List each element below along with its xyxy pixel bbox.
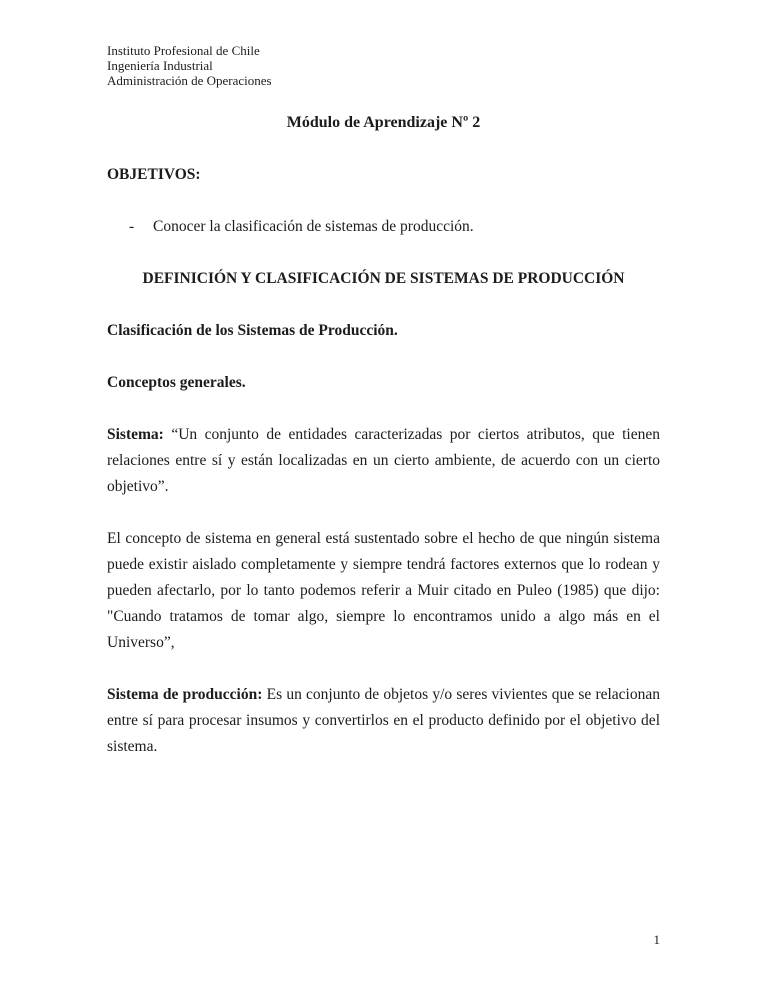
- page-title: Módulo de Aprendizaje Nº 2: [286, 114, 481, 131]
- paragraph-text: “Un conjunto de entidades caracterizadas por ciertos atributos, que tienen relaciones entre sí y están localizadas en un cierto ambiente, de acuerdo con un cierto objetivo”.: [107, 426, 660, 495]
- objectives-heading: OBJETIVOS:: [107, 166, 201, 183]
- letterhead: [107, 43, 660, 88]
- paragraph-system-concept: [107, 526, 660, 656]
- objective-list-item: [107, 214, 660, 240]
- subheading-classification: Clasificación de los Sistemas de Producción.: [107, 322, 398, 339]
- letterhead-line-course: Administración de Operaciones: [107, 73, 272, 88]
- section-heading: DEFINICIÓN Y CLASIFICACIÓN DE SISTEMAS DE PRODUCCIÓN: [142, 270, 625, 287]
- paragraph-sistema-definition: [107, 422, 660, 500]
- term-sistema-de-produccion: Sistema de producción:: [107, 686, 263, 703]
- letterhead-line-institute: Instituto Profesional de Chile: [107, 43, 260, 58]
- letterhead-line-program: Ingeniería Industrial: [107, 58, 213, 73]
- page-number: 1: [653, 932, 660, 947]
- bullet-dash-marker: -: [129, 218, 135, 235]
- objective-text: Conocer la clasificación de sistemas de producción.: [153, 218, 474, 235]
- paragraph-text: El concepto de sistema en general está sustentado sobre el hecho de que ningún sistema puede existir aislado completamente y siempre tendrá factores externos que lo rodean y pueden afectarlo, por lo tanto podemos referir a Muir citado en Puleo (1985) que dijo: "Cuando tratamos de tomar algo, siempre lo encontramos unido a algo más en el Universo”,: [107, 530, 660, 651]
- term-sistema: Sistema:: [107, 426, 164, 443]
- paragraph-text: Es un conjunto de objetos y/o seres vivientes que se relacionan entre sí para procesar insumos y convertirlos en el producto definido por el objetivo del sistema.: [107, 686, 660, 755]
- subheading-general-concepts: Conceptos generales.: [107, 374, 246, 391]
- paragraph-production-system-definition: [107, 682, 660, 760]
